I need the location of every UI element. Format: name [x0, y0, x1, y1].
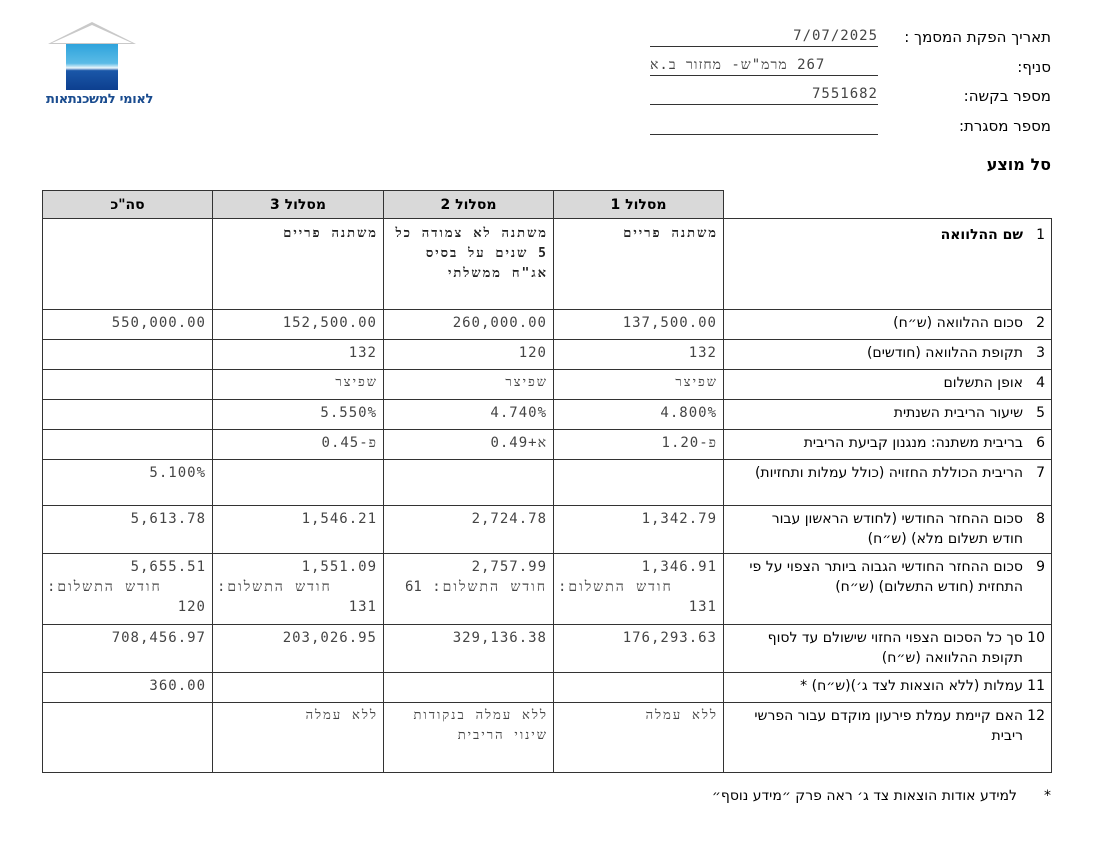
request-number-value: 7551682: [650, 85, 878, 105]
cell-track-2: משתנה לא צמודה כל 5 שנים על בסיס אג"ח ממשלתי: [384, 219, 554, 310]
row-number: 11: [1027, 678, 1045, 694]
branch-value: 267 מרמ"ש- מחזור ב.א: [650, 56, 878, 76]
request-number-label: מספר בקשה:: [963, 87, 1051, 105]
payment-month-value: 61: [404, 579, 422, 595]
header-spacer: [724, 191, 1052, 219]
row-label: [724, 625, 1052, 673]
column-header-track-1: מסלול 1: [554, 191, 724, 219]
table-row: [43, 370, 1052, 400]
cell-track-1: 137,500.00: [554, 310, 724, 340]
cell-total: [43, 554, 213, 625]
cell-track-2: [384, 460, 554, 506]
framework-number-label: מספר מסגרת:: [958, 117, 1051, 135]
table-row: [43, 340, 1052, 370]
cell-total: [43, 400, 213, 430]
cell-track-1-value: פ-1.20: [661, 435, 717, 451]
table-row: [43, 219, 1052, 310]
cell-track-2: [384, 430, 554, 460]
max-payment-value: 1,551.09: [301, 559, 377, 575]
cell-track-2: 2,724.78: [384, 506, 554, 554]
page-title: סל מוצע: [986, 155, 1051, 174]
cell-track-3: שפיצר: [213, 370, 384, 400]
cell-track-2: 260,000.00: [384, 310, 554, 340]
table-row: [43, 310, 1052, 340]
row-label-text: אופן התשלום: [943, 375, 1023, 391]
cell-track-1: [554, 554, 724, 625]
cell-track-2: ללא עמלה בנקודות שינוי הריבית: [384, 703, 554, 773]
logo-text: לאומי למשכנתאות: [46, 92, 154, 107]
cell-track-2: 329,136.38: [384, 625, 554, 673]
max-payment-value: 1,346.91: [641, 559, 717, 575]
cell-track-2: שפיצר: [384, 370, 554, 400]
table-row: [43, 554, 1052, 625]
table-row: [43, 625, 1052, 673]
row-label: [724, 340, 1052, 370]
column-header-total: סה"כ: [43, 191, 213, 219]
footnote-text: למידע אודות הוצאות צד ג׳ ראה פרק ״מידע נוסף״: [711, 788, 1017, 804]
payment-month-value: 131: [348, 599, 377, 615]
cell-total: 5,613.78: [43, 506, 213, 554]
row-number: 12: [1027, 708, 1045, 724]
cell-track-3: 152,500.00: [213, 310, 384, 340]
row-number: 9: [1036, 559, 1045, 575]
payment-month-label: חודש התשלום:: [47, 579, 162, 595]
cell-total: [43, 703, 213, 773]
row-number: 2: [1036, 315, 1045, 331]
row-label: [724, 310, 1052, 340]
row-label-text: עמלות (ללא הוצאות לצד ג׳)(ש״ח) *: [800, 678, 1023, 694]
payment-month-label: חודש התשלום:: [558, 579, 673, 595]
row-number: 7: [1036, 465, 1045, 481]
table-row: [43, 460, 1052, 506]
cell-track-3: 1,546.21: [213, 506, 384, 554]
issue-date-label: תאריך הפקת המסמך :: [904, 28, 1051, 46]
logo-roof-inner: [52, 25, 132, 43]
cell-track-1: ללא עמלה: [554, 703, 724, 773]
cell-track-3: [213, 460, 384, 506]
max-payment-value: 2,757.99: [471, 559, 547, 575]
cell-track-1: משתנה פריים: [554, 219, 724, 310]
cell-track-2: 120: [384, 340, 554, 370]
cell-total: [43, 340, 213, 370]
row-label: [724, 370, 1052, 400]
row-label: [724, 703, 1052, 773]
row-number: 5: [1036, 405, 1045, 421]
column-header-track-3: מסלול 3: [213, 191, 384, 219]
row-label-text: סכום ההלוואה (ש״ח): [893, 315, 1023, 331]
table-row: [43, 673, 1052, 703]
row-label-text: סך כל הסכום הצפוי החזוי שישולם עד לסוף תקופת ההלוואה (ש״ח): [767, 630, 1023, 666]
cell-track-3: 132: [213, 340, 384, 370]
row-label: [724, 430, 1052, 460]
row-label-text: סכום ההחזר החודשי (לחודש הראשון עבור חודש תשלום מלא) (ש״ח): [771, 511, 1023, 547]
payment-month-label: חודש התשלום:: [432, 579, 547, 595]
row-label: [724, 673, 1052, 703]
cell-total: [43, 219, 213, 310]
row-label-text: האם קיימת עמלת פירעון מוקדם עבור הפרשי ריבית: [754, 708, 1023, 744]
cell-track-1: 1,342.79: [554, 506, 724, 554]
row-label: [724, 554, 1052, 625]
framework-number-value: [650, 115, 878, 135]
row-label-text: שיעור הריבית השנתית: [893, 405, 1023, 421]
column-header-track-2: מסלול 2: [384, 191, 554, 219]
footnote-star: *: [1044, 788, 1051, 804]
table-row: [43, 703, 1052, 773]
row-label: [724, 506, 1052, 554]
payment-month-value: 120: [177, 599, 206, 615]
cell-total: [43, 370, 213, 400]
loan-offer-table: [42, 190, 1052, 773]
row-label-text: הריבית הכוללת החזויה (כולל עמלות ותחזיות): [754, 465, 1023, 481]
row-label-text: שם ההלוואה: [940, 227, 1023, 243]
row-label: [724, 219, 1052, 310]
row-number: 8: [1036, 511, 1045, 527]
cell-track-3-value: פ-0.45: [321, 435, 377, 451]
table-row: [43, 506, 1052, 554]
logo-square: [66, 44, 118, 90]
row-number: 6: [1036, 435, 1045, 451]
row-label-text: תקופת ההלוואה (חודשים): [866, 345, 1023, 361]
payment-month-value: 131: [688, 599, 717, 615]
cell-track-3: ללא עמלה: [213, 703, 384, 773]
cell-track-1: שפיצר: [554, 370, 724, 400]
cell-total: [43, 430, 213, 460]
row-number: 10: [1027, 630, 1045, 646]
cell-track-2: [384, 673, 554, 703]
cell-track-3: משתנה פריים: [213, 219, 384, 310]
cell-track-2: [384, 554, 554, 625]
row-number: 1: [1036, 227, 1045, 243]
cell-total: 708,456.97: [43, 625, 213, 673]
row-label-text: בריבית משתנה: מנגנון קביעת הריבית: [803, 435, 1023, 451]
cell-track-3: [213, 554, 384, 625]
row-label: [724, 460, 1052, 506]
payment-month-label: חודש התשלום:: [217, 579, 332, 595]
row-number: 4: [1036, 375, 1045, 391]
cell-track-1: 132: [554, 340, 724, 370]
issue-date-value: 7/07/2025: [650, 27, 878, 47]
table-header-row: [43, 191, 1052, 219]
max-payment-value: 5,655.51: [130, 559, 206, 575]
bank-logo: [46, 22, 172, 110]
cell-track-2: 4.740%: [384, 400, 554, 430]
cell-track-1: 4.800%: [554, 400, 724, 430]
row-label: [724, 400, 1052, 430]
cell-track-3: 203,026.95: [213, 625, 384, 673]
cell-track-2-value: א+0.49: [490, 435, 547, 451]
cell-total: 360.00: [43, 673, 213, 703]
row-label-text: סכום ההחזר החודשי הגבוה ביותר הצפוי על פי התחזית (חודש התשלום) (ש״ח): [749, 559, 1023, 595]
table-row: [43, 400, 1052, 430]
branch-label: סניף:: [1017, 58, 1051, 76]
cell-total: 550,000.00: [43, 310, 213, 340]
cell-track-3: [213, 430, 384, 460]
payment-month-line: [388, 577, 547, 597]
footnote: [712, 788, 1051, 804]
cell-track-3: 5.550%: [213, 400, 384, 430]
cell-track-1: 176,293.63: [554, 625, 724, 673]
table-row: [43, 430, 1052, 460]
row-number: 3: [1036, 345, 1045, 361]
cell-track-1: [554, 460, 724, 506]
cell-track-3: [213, 673, 384, 703]
cell-total: 5.100%: [43, 460, 213, 506]
cell-track-1: [554, 430, 724, 460]
cell-track-1: [554, 673, 724, 703]
